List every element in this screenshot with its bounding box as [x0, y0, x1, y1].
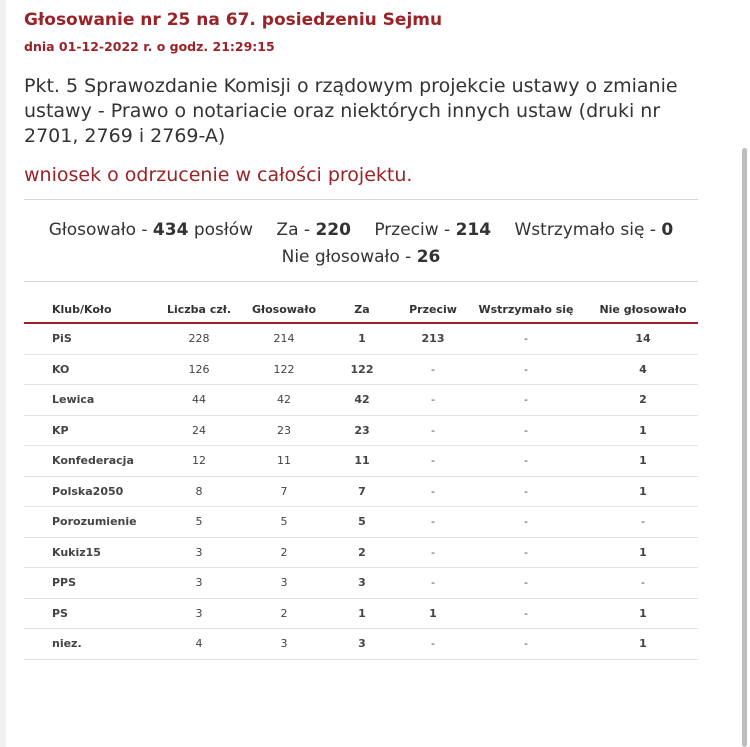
header-absent[interactable]: Nie głosowało — [588, 296, 698, 323]
summary-against-value: 214 — [455, 220, 492, 240]
table-row — [24, 629, 698, 660]
voted-count: 11 — [246, 446, 322, 477]
against-count: - — [402, 446, 464, 477]
abstain-count: - — [464, 598, 588, 629]
for-count: 3 — [322, 568, 402, 599]
voted-count: 23 — [246, 415, 322, 446]
for-count: 122 — [322, 354, 402, 385]
members-count: 24 — [152, 415, 246, 446]
voted-count: 5 — [246, 507, 322, 538]
table-row — [24, 385, 698, 416]
members-count: 5 — [152, 507, 246, 538]
motion-text: wniosek o odrzucenie w całości projektu. — [24, 164, 413, 186]
absent-count: 2 — [588, 385, 698, 416]
summary-for-label: Za - — [276, 220, 316, 240]
for-count: 42 — [322, 385, 402, 416]
against-count: - — [402, 476, 464, 507]
voted-count: 3 — [246, 568, 322, 599]
against-count: - — [402, 568, 464, 599]
header-abstain[interactable]: Wstrzymało się — [464, 296, 588, 323]
table-row — [24, 568, 698, 599]
abstain-count: - — [464, 385, 588, 416]
for-count: 3 — [322, 629, 402, 660]
abstain-count: - — [464, 415, 588, 446]
members-count: 12 — [152, 446, 246, 477]
summary-absent-label: Nie głosowało - — [281, 247, 417, 267]
absent-count: 1 — [588, 446, 698, 477]
abstain-count: - — [464, 568, 588, 599]
absent-count: - — [588, 507, 698, 538]
club-name[interactable]: PPS — [24, 568, 152, 599]
members-count: 228 — [152, 323, 246, 354]
club-name[interactable]: KO — [24, 354, 152, 385]
against-count: - — [402, 507, 464, 538]
for-count: 7 — [322, 476, 402, 507]
table-row — [24, 507, 698, 538]
summary-abstain-label: Wstrzymało się - — [514, 220, 662, 240]
against-count: 213 — [402, 323, 464, 354]
for-count: 23 — [322, 415, 402, 446]
for-count: 2 — [322, 537, 402, 568]
voted-count: 214 — [246, 323, 322, 354]
summary-for-value: 220 — [315, 220, 351, 240]
divider-bottom — [24, 281, 698, 282]
summary-voted-value: 434 — [152, 220, 189, 240]
summary-voted-suffix: posłów — [188, 220, 254, 240]
club-name[interactable]: PiS — [24, 323, 152, 354]
for-count: 11 — [322, 446, 402, 477]
against-count: - — [402, 629, 464, 660]
voted-count: 2 — [246, 537, 322, 568]
members-count: 3 — [152, 537, 246, 568]
summary-against-label: Przeciw - — [374, 220, 456, 240]
absent-count: 4 — [588, 354, 698, 385]
voted-count: 122 — [246, 354, 322, 385]
header-against[interactable]: Przeciw — [402, 296, 464, 323]
against-count: - — [402, 537, 464, 568]
abstain-count: - — [464, 629, 588, 660]
header-voted[interactable]: Głosowało — [246, 296, 322, 323]
voted-count: 3 — [246, 629, 322, 660]
absent-count: 1 — [588, 415, 698, 446]
absent-count: 1 — [588, 476, 698, 507]
club-name[interactable]: Lewica — [24, 385, 152, 416]
members-count: 126 — [152, 354, 246, 385]
summary-voted-label: Głosowało - — [48, 220, 153, 240]
members-count: 44 — [152, 385, 246, 416]
absent-count: 1 — [588, 598, 698, 629]
club-name[interactable]: Polska2050 — [24, 476, 152, 507]
header-for[interactable]: Za — [322, 296, 402, 323]
against-count: - — [402, 354, 464, 385]
voted-count: 2 — [246, 598, 322, 629]
for-count: 1 — [322, 598, 402, 629]
club-name[interactable]: Porozumienie — [24, 507, 152, 538]
members-count: 3 — [152, 598, 246, 629]
abstain-count: - — [464, 507, 588, 538]
abstain-count: - — [464, 476, 588, 507]
summary-abstain-value: 0 — [661, 220, 674, 240]
members-count: 8 — [152, 476, 246, 507]
voted-count: 7 — [246, 476, 322, 507]
abstain-count: - — [464, 537, 588, 568]
header-club[interactable]: Klub/Koło — [24, 296, 152, 323]
vertical-scrollbar[interactable] — [742, 148, 747, 747]
table-row — [24, 415, 698, 446]
against-count: - — [402, 415, 464, 446]
against-count: - — [402, 385, 464, 416]
table-row — [24, 476, 698, 507]
table-row — [24, 446, 698, 477]
table-header-row — [24, 296, 698, 323]
club-results-table — [24, 296, 698, 660]
absent-count: 1 — [588, 629, 698, 660]
vote-summary — [24, 217, 698, 271]
summary-absent-value: 26 — [416, 247, 441, 267]
divider-top — [24, 199, 698, 200]
against-count: 1 — [402, 598, 464, 629]
voted-count: 42 — [246, 385, 322, 416]
agenda-item-description: Pkt. 5 Sprawozdanie Komisji o rządowym projekcie ustawy o zmianie ustawy - Prawo o notariacie oraz niektórych innych ustaw (druki nr 2701, 2769 i 2769-A) — [24, 75, 678, 147]
table-row — [24, 537, 698, 568]
members-count: 4 — [152, 629, 246, 660]
left-edge-strip — [0, 0, 6, 747]
absent-count: 1 — [588, 537, 698, 568]
club-name[interactable]: Konfederacja — [24, 446, 152, 477]
absent-count: 14 — [588, 323, 698, 354]
club-name[interactable]: PS — [24, 598, 152, 629]
club-name[interactable]: Kukiz15 — [24, 537, 152, 568]
club-name[interactable]: KP — [24, 415, 152, 446]
for-count: 5 — [322, 507, 402, 538]
table-row — [24, 354, 698, 385]
vote-date: dnia 01-12-2022 r. o godz. 21:29:15 — [24, 39, 275, 54]
abstain-count: - — [464, 446, 588, 477]
for-count: 1 — [322, 323, 402, 354]
header-members[interactable]: Liczba czł. — [152, 296, 246, 323]
abstain-count: - — [464, 323, 588, 354]
table-row — [24, 323, 698, 354]
table-row — [24, 598, 698, 629]
members-count: 3 — [152, 568, 246, 599]
absent-count: - — [588, 568, 698, 599]
club-name[interactable]: niez. — [24, 629, 152, 660]
abstain-count: - — [464, 354, 588, 385]
page-title: Głosowanie nr 25 na 67. posiedzeniu Sejmu — [24, 10, 443, 30]
